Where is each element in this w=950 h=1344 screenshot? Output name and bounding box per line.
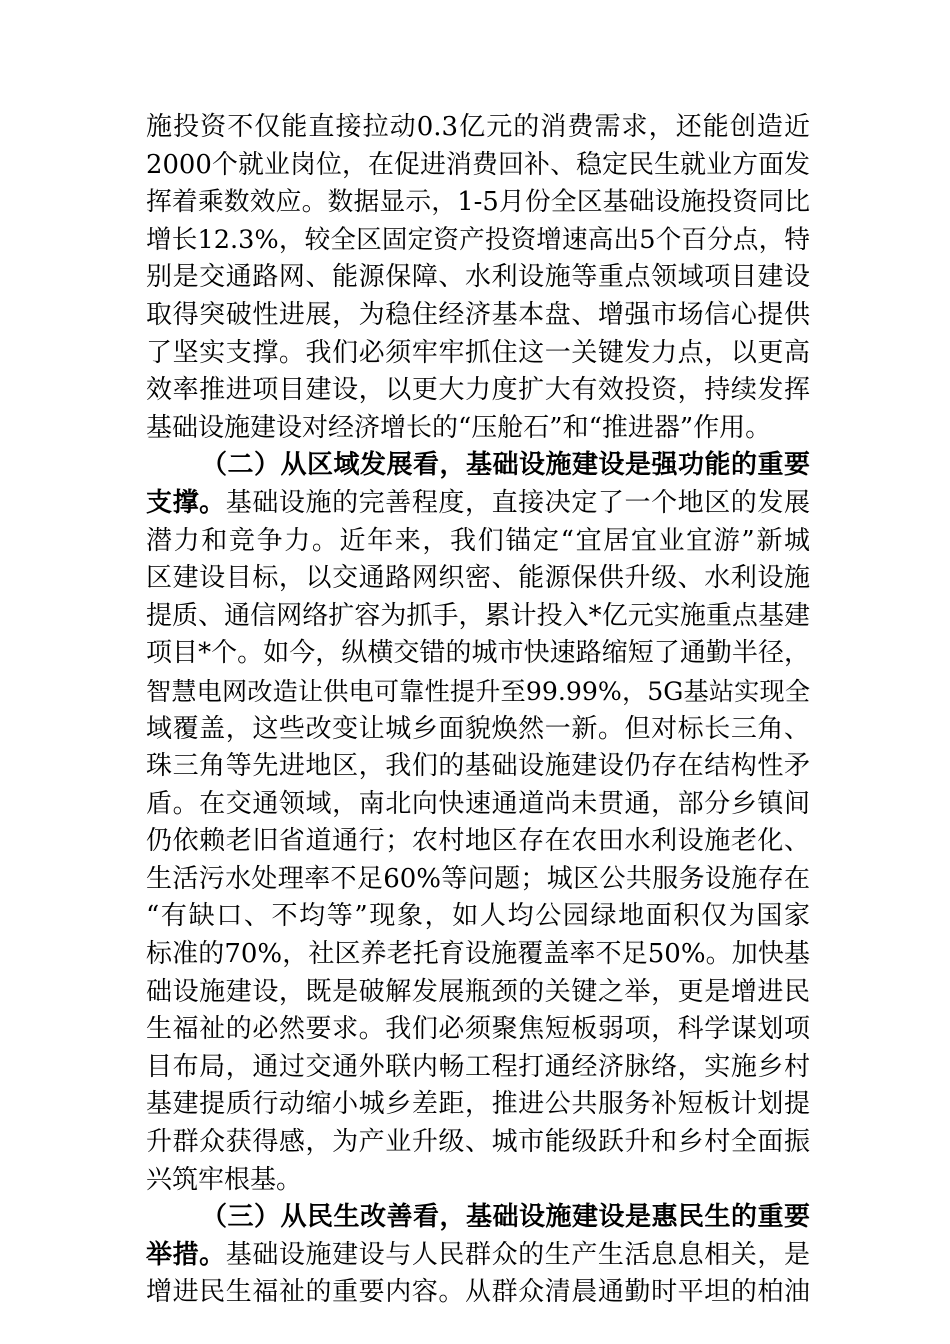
text-line: 2000个就业岗位，在促进消费回补、稳定民生就业方面发 [146,149,810,180]
text-line: 增进民生福祉的重要内容。从群众清晨通勤时平坦的柏油 [146,1277,810,1308]
text-line: 增长12.3%，较全区固定资产投资增速高出5个百分点，特 [146,224,810,255]
document-body [146,109,810,1312]
section-heading-tail: 支撑。 [146,487,226,518]
text-line: 盾。在交通领域，南北向快速通道尚未贯通，部分乡镇间 [146,788,810,819]
text-line: 珠三角等先进地区，我们的基础设施建设仍存在结构性矛 [146,751,810,782]
text-line: 目布局，通过交通外联内畅工程打通经济脉络，实施乡村 [146,1051,810,1082]
section-heading-line [146,1199,810,1237]
text-line: 挥着乘数效应。数据显示，1-5月份全区基础设施投资同比 [146,187,810,218]
text-line: 智慧电网改造让供电可靠性提升至99.99%，5G基站实现全 [146,676,810,706]
text-line: 施投资不仅能直接拉动0.3亿元的消费需求，还能创造近 [146,112,810,142]
text-line: 取得突破性进展，为稳住经济基本盘、增强市场信心提供 [146,299,810,330]
text-line [146,1237,810,1275]
text-line: 仍依赖老旧省道通行；农村地区存在农田水利设施老化、 [146,826,810,857]
section-heading-line [146,447,810,485]
text-line: “有缺口、不均等”现象，如人均公园绿地面积仅为国家 [146,901,810,932]
text-line: 域覆盖，这些改变让城乡面貌焕然一新。但对标长三角、 [146,713,810,744]
text-line: 潜力和竞争力。近年来，我们锚定“宜居宜业宜游”新城 [146,525,810,556]
text-line: 升群众获得感，为产业升级、城市能级跃升和乡村全面振 [146,1127,810,1158]
text-line: 区建设目标，以交通路网织密、能源保供升级、水利设施 [146,563,810,594]
text-line: 生福祉的必然要求。我们必须聚焦短板弱项，科学谋划项 [146,1014,810,1045]
section-heading: （三）从民生改善看，基础设施建设是惠民生的重要 [201,1202,810,1233]
text-line: 基建提质行动缩小城乡差距，推进公共服务补短板计划提 [146,1089,810,1120]
paragraph-text: 基础设施建设与人民群众的生产生活息息相关，是 [225,1239,810,1270]
text-line: 效率推进项目建设，以更大力度扩大有效投资，持续发挥 [146,375,810,406]
text-line: 标准的70%，社区养老托育设施覆盖率不足50%。加快基 [146,939,810,970]
text-line: 兴筑牢根基。 [146,1164,303,1195]
section-heading: （二）从区域发展看，基础设施建设是强功能的重要 [201,450,810,481]
text-line: 了坚实支撑。我们必须牢牢抓住这一关键发力点，以更高 [146,337,810,368]
section-heading-tail: 举措。 [146,1239,226,1270]
paragraph-text: 基础设施的完善程度，直接决定了一个地区的发展 [225,487,810,518]
text-line: 别是交通路网、能源保障、水利设施等重点领域项目建设 [146,262,810,293]
text-line: 础设施建设，既是破解发展瓶颈的关键之举，更是增进民 [146,976,810,1007]
text-line: 基础设施建设对经济增长的“压舱石”和“推进器”作用。 [146,412,772,443]
text-line: 生活污水处理率不足60%等问题；城区公共服务设施存在 [146,863,810,894]
text-line: 提质、通信网络扩容为抓手，累计投入*亿元实施重点基建 [146,600,810,631]
text-line [146,485,810,523]
text-line: 项目*个。如今，纵横交错的城市快速路缩短了通勤半径， [146,638,810,669]
